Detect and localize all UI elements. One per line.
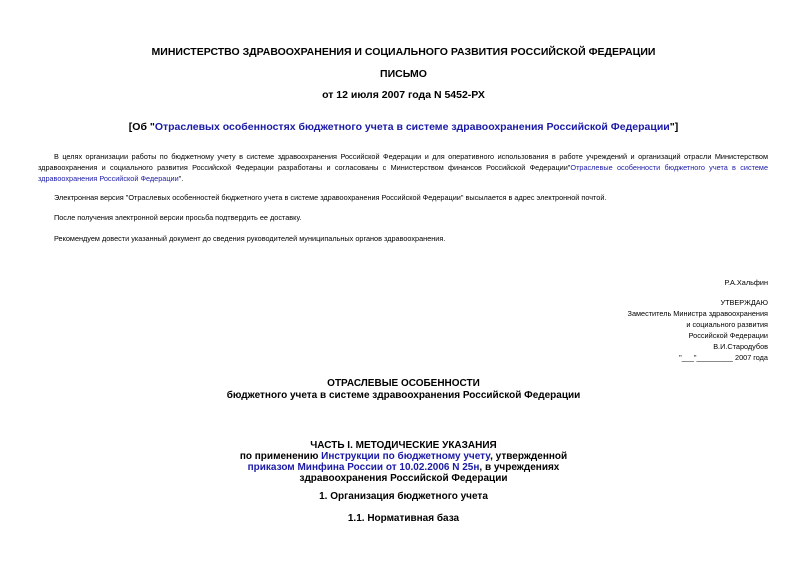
paragraph-1-text: В целях организации работы по бюджетному учету в системе здравоохранения Российской Федерации и для оперативного использования в работе учреждений и организаций отрасли Министерством здравоохранения и социального развития Российской Федерации разработаны и согласованы с Министерством финансов Российской Федерации" [38,152,768,172]
document-type: ПИСЬМО [380,68,427,80]
section-title: ОТРАСЛЕВЫЕ ОСОБЕННОСТИ [327,378,480,389]
subsection-1: 1. Организация бюджетного учета [319,491,488,502]
paragraph-2: Электронная версия "Отраслевых особенностей бюджетного учета в системе здравоохранения Российской Федерации" высылается в адрес электронной почтой. [54,193,607,202]
order-link[interactable]: приказом Минфина России от 10.02.2006 N 25н [247,462,480,473]
instruction-link[interactable]: Инструкции по бюджетному учету [321,451,491,462]
part-line-2 [0,462,807,473]
paragraph-3: После получения электронной версии просьба подтвердить ее доставку. [54,213,302,222]
part-line-1-pre: по применению [239,451,322,462]
approval-block [500,297,768,363]
part-line-1 [0,451,807,462]
paragraph-4: Рекомендуем довести указанный документ до сведения руководителей муниципальных органов здравоохранения. [54,234,446,243]
approve-date-line: "___"_________ 2007 года [679,353,768,362]
approve-line-3: Российской Федерации [688,331,768,340]
approve-line-2: и социального развития [686,320,768,329]
signer-name: Р.А.Хальфин [724,278,768,287]
paragraph-1 [38,151,768,184]
ministry-heading: МИНИСТЕРСТВО ЗДРАВООХРАНЕНИЯ И СОЦИАЛЬНОГО РАЗВИТИЯ РОССИЙСКОЙ ФЕДЕРАЦИИ [151,46,656,58]
document-subject [0,121,807,133]
part-line-2-post: , в учреждениях [479,462,560,473]
paragraph-1-link[interactable]: Отраслевые особенности бюджетного учета в системе здравоохранения Российской Федерации [38,163,768,183]
part-title: ЧАСТЬ I. МЕТОДИЧЕСКИЕ УКАЗАНИЯ [310,440,497,451]
subject-link[interactable]: Отраслевых особенностях бюджетного учета в системе здравоохранения Российской Федерации [154,121,670,133]
part-line-3: здравоохранения Российской Федерации [299,473,508,484]
section-subtitle: бюджетного учета в системе здравоохранения Российской Федерации [226,390,581,401]
subject-prefix: [Об " [128,121,155,133]
document-date-number: от 12 июля 2007 года N 5452-РХ [322,89,485,101]
approve-line-1: Заместитель Министра здравоохранения [627,309,768,318]
approve-label: УТВЕРЖДАЮ [720,298,768,307]
approve-line-4: В.И.Стародубов [713,342,768,351]
subject-suffix: "] [669,121,679,133]
subsection-1-1: 1.1. Нормативная база [347,513,460,524]
paragraph-1-end: ". [178,174,184,183]
part-line-1-post: , утвержденной [490,451,568,462]
